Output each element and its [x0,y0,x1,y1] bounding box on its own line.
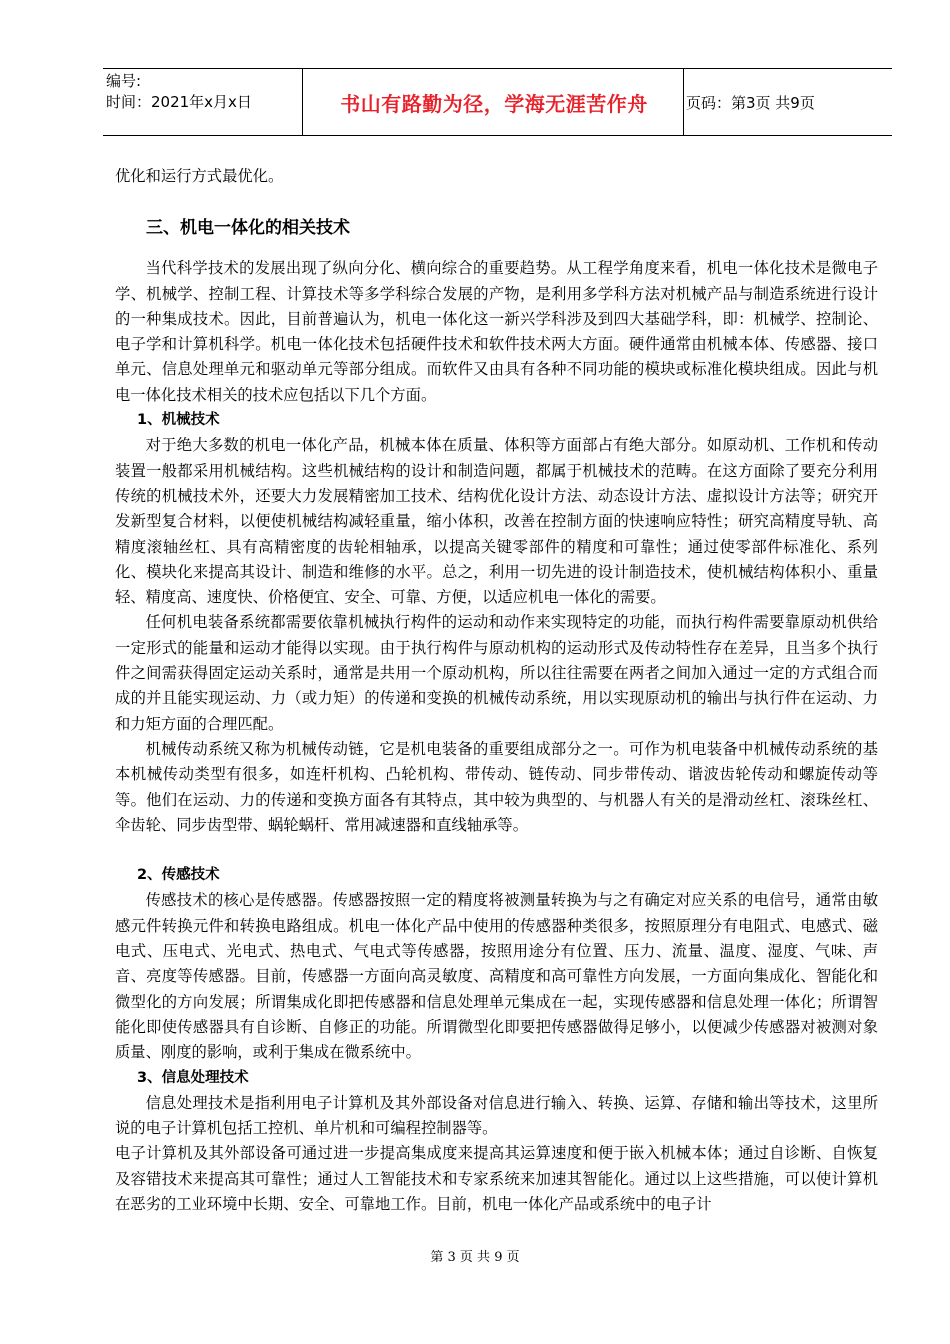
header-meta [106,71,252,113]
subsection-title: 1、机械技术 [137,412,220,429]
section-title: 三、机电一体化的相关技术 [146,218,350,239]
document-body [115,164,878,1217]
paragraph: 任何机电装备系统都需要依靠机械执行构件的运动和动作来实现特定的功能，而执行构件需要靠原动机供给一定形式的能量和运动才能得以实现。由于执行构件与原动机构的运动形式及传动特性存在差异，且当多个执行件之间需获得固定运动关系时，通常是共用一个原动机构，所以往往需要在两者之间加入通过一定的方式组合而成的并且能实现运动、力（或力矩）的传递和变换的机械传动系统，用以实现原动机的输出与执行件在运动、力和力矩方面的合理匹配。 [115,613,878,733]
paragraph: 传感技术的核心是传感器。传感器按照一定的精度将被测量转换为与之有确定对应关系的电信号，通常由敏感元件转换元件和转换电路组成。机电一体化产品中使用的传感器种类很多，按照原理分有电阻式、电感式、磁电式、压电式、光电式、热电式、气电式等传感器，按照用途分有位置、压力、流量、温度、湿度、气味、声音、亮度等传感器。目前，传感器一方面向高灵敏度、高精度和高可靠性方向发展，一方面向集成化、智能化和微型化的方向发展；所谓集成化即把传感器和信息处理单元集成在一起，实现传感器和信息处理一体化；所谓智能化即使传感器具有自诊断、自修正的功能。所谓微型化即要把传感器做得足够小，以便减少传感器对被测对象质量、刚度的影响，或利于集成在微系统中。 [115,891,878,1062]
header-divider [683,69,684,135]
subsection-title: 3、信息处理技术 [137,1069,249,1086]
page-header [103,68,892,136]
page-footer: 第 3 页 共 9 页 [430,1250,520,1265]
header-motto: 书山有路勤为径，学海无涯苦作舟 [340,91,648,116]
header-time: 时间：2021年x月x日 [106,93,252,111]
paragraph: 当代科学技术的发展出现了纵向分化、横向综合的重要趋势。从工程学角度来看，机电一体化技术是微电子学、机械学、控制工程、计算技术等多学科综合发展的产物，是利用多学科方法对机械产品与制造系统进行设计的一种集成技术。因此，目前普遍认为，机电一体化这一新兴学科涉及到四大基础学科，即：机械学、控制论、电子学和计算机科学。机电一体化技术包括硬件技术和软件技术两大方面。硬件通常由机械本体、传感器、接口单元、信息处理单元和驱动单元等部分组成。而软件又由具有各种不同功能的模块或标准化模块组成。因此与机电一体化技术相关的技术应包括以下几个方面。 [115,259,878,404]
header-page-number: 页码：第3页 共9页 [686,93,815,112]
paragraph: 电子计算机及其外部设备可通过进一步提高集成度来提高其运算速度和便于嵌入机械本体；通过自诊断、自恢复及容错技术来提高其可靠性；通过人工智能技术和专家系统来加速其智能化。通过以上这些措施，可以使计算机在恶劣的工业环境中长期、安全、可靠地工作。目前，机电一体化产品或系统中的电子计 [115,1144,878,1213]
paragraph: 优化和运行方式最优化。 [115,167,284,185]
paragraph: 机械传动系统又称为机械传动链，它是机电装备的重要组成部分之一。可作为机电装备中机械传动系统的基本机械传动类型有很多，如连杆机构、凸轮机构、带传动、链传动、同步带传动、谐波齿轮传动和螺旋传动等等。他们在运动、力的传递和变换方面各有其特点，其中较为典型的、与机器人有关的是滑动丝杠、滚珠丝杠、伞齿轮、同步齿型带、蜗轮蜗杆、常用减速器和直线轴承等。 [115,739,878,834]
paragraph: 信息处理技术是指利用电子计算机及其外部设备对信息进行输入、转换、运算、存储和输出等技术，这里所说的电子计算机包括工控机、单片机和可编程控制器等。 [115,1093,878,1138]
header-divider [302,69,303,135]
header-number: 编号: [106,72,142,90]
subsection-title: 2、传感技术 [137,867,220,884]
paragraph: 对于绝大多数的机电一体化产品，机械本体在质量、体积等方面部占有绝大部分。如原动机、工作机和传动装置一般都采用机械结构。这些机械结构的设计和制造问题，都属于机械技术的范畴。在这方面除了要充分利用传统的机械技术外，还要大力发展精密加工技术、结构优化设计方法、动态设计方法、虚拟设计方法等；研究开发新型复合材料，以便使机械结构减轻重量，缩小体积，改善在控制方面的快速响应特性；研究高精度导轨、高精度滚轴丝杠、具有高精密度的齿轮相轴承，以提高关键零部件的精度和可靠性；通过使零部件标准化、系列化、模块化来提高其设计、制造和维修的水平。总之，利用一切先进的设计制造技术，使机械结构体积小、重量轻、精度高、速度快、价格便宜、安全、可靠、方便，以适应机电一体化的需要。 [115,436,878,607]
